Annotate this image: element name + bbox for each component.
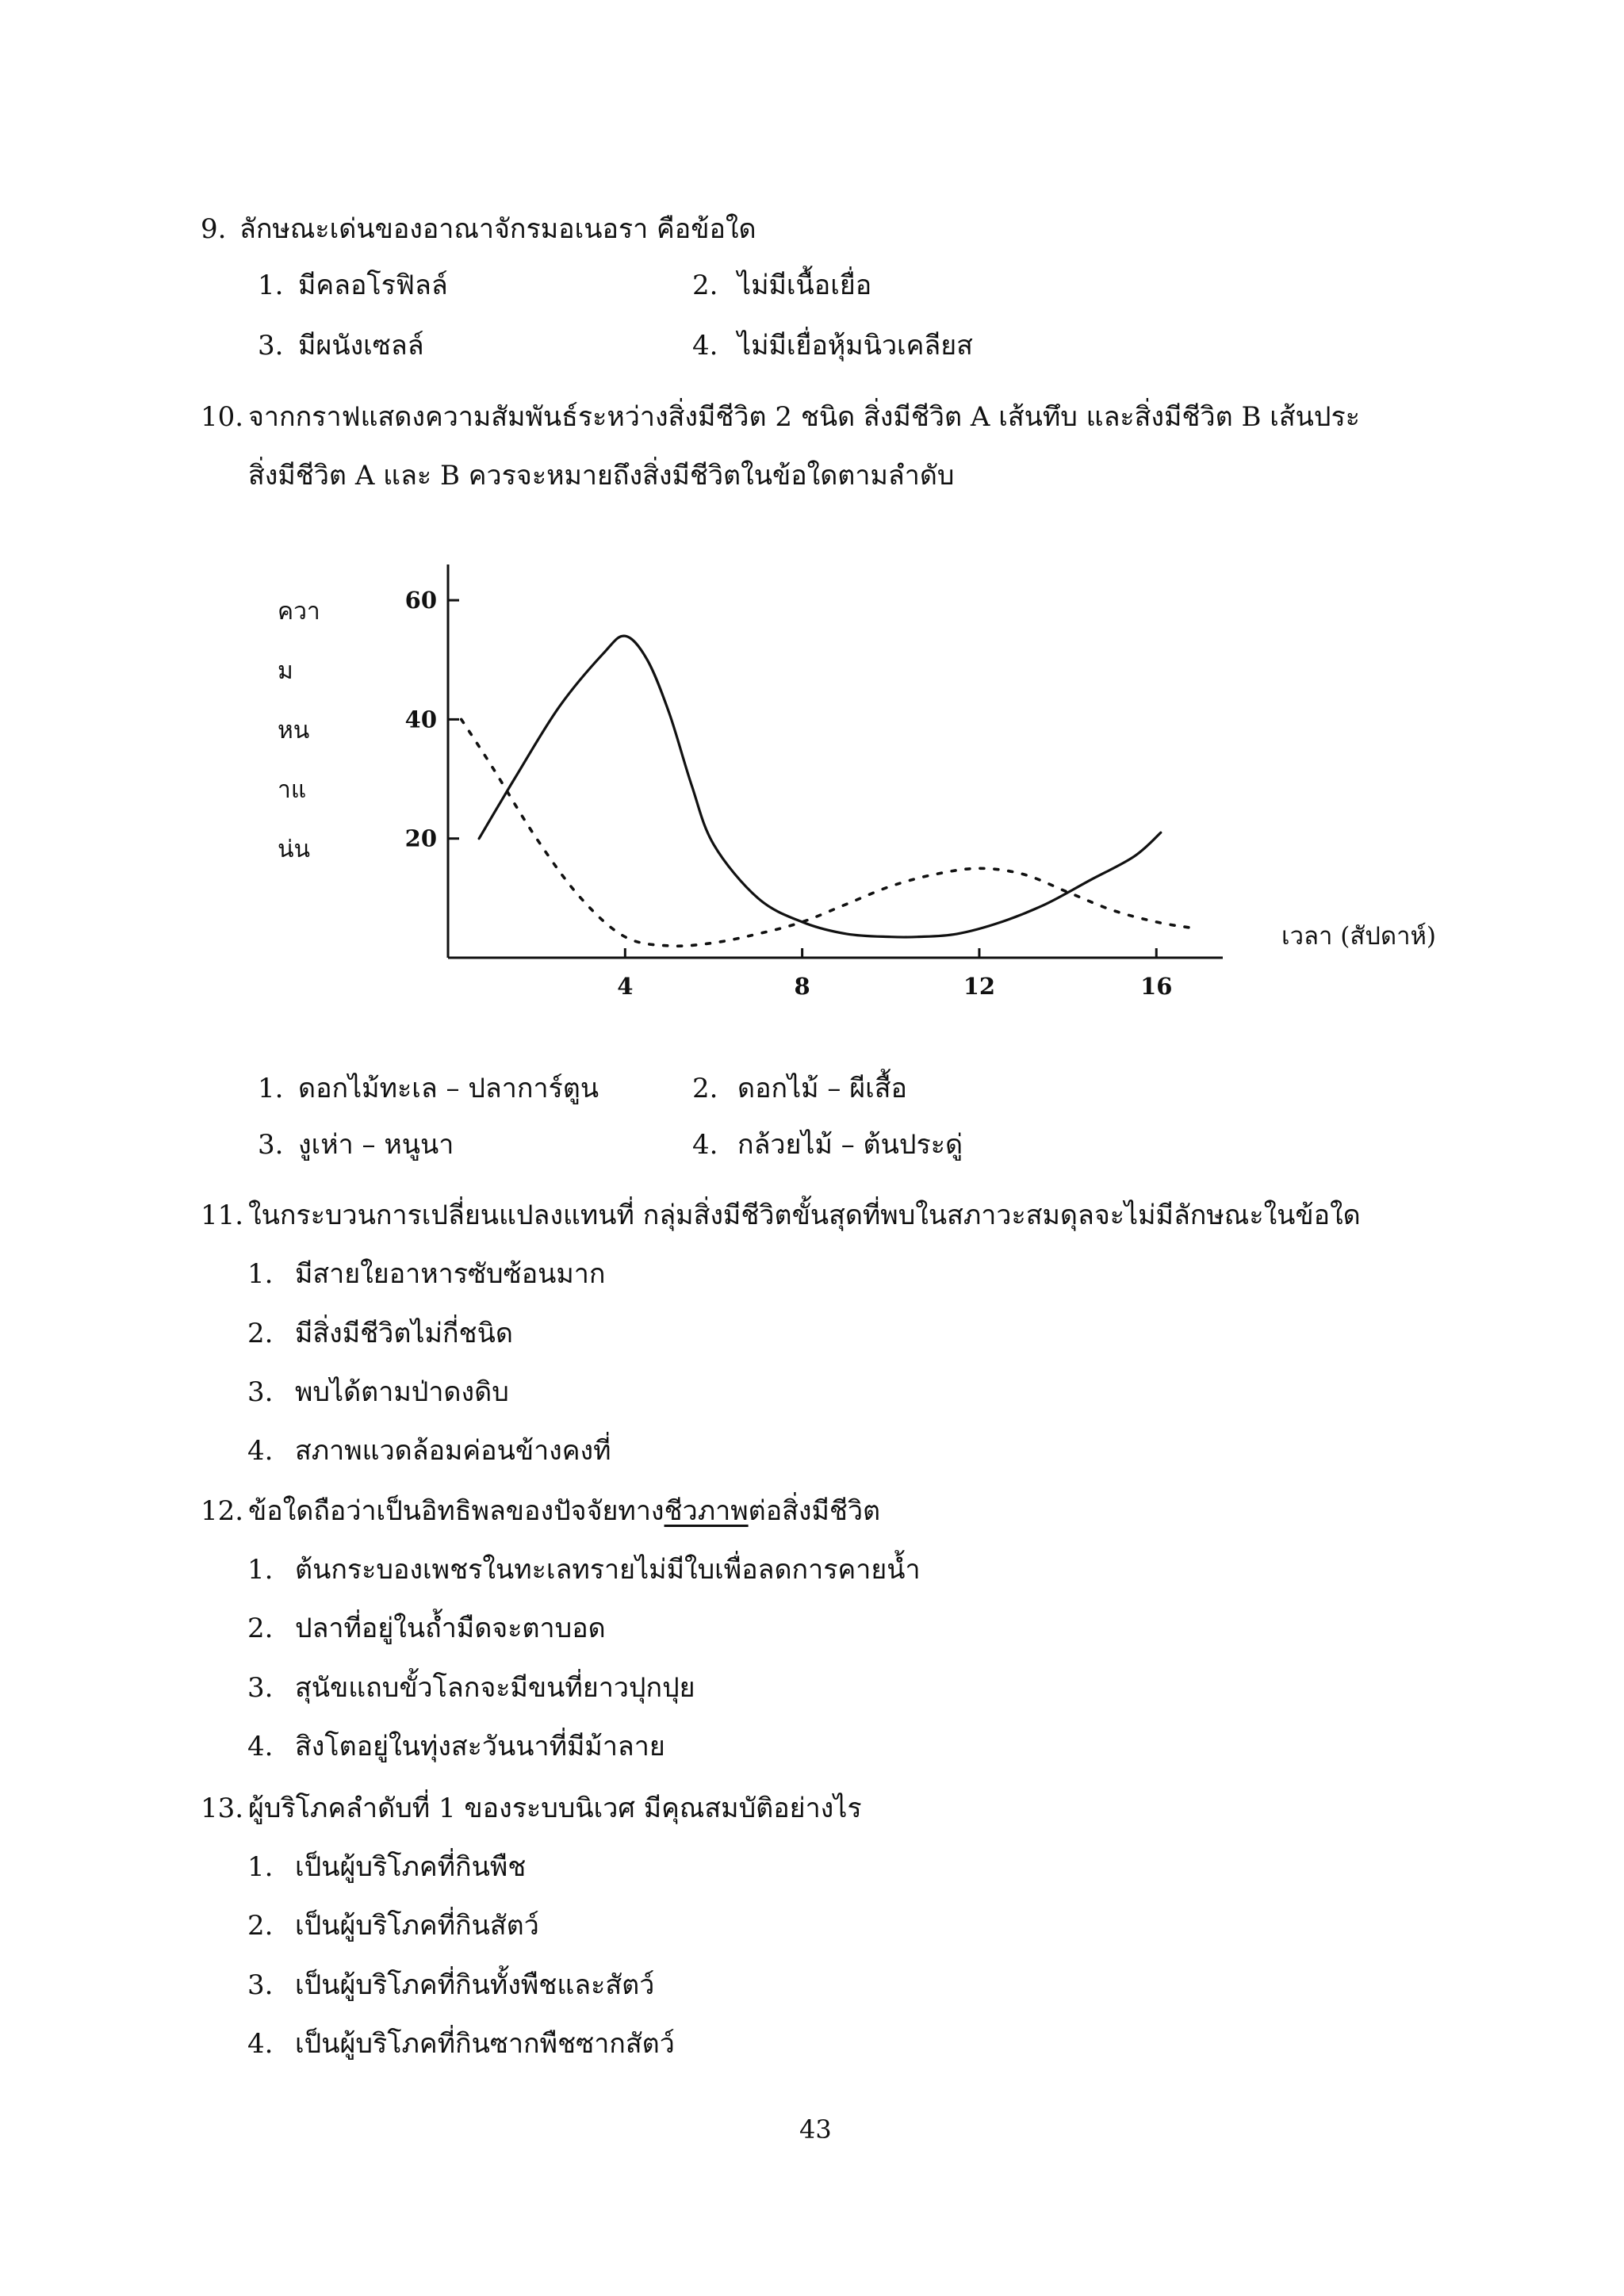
y-tick-label: 60	[404, 587, 437, 614]
question-12-text-after: ต่อสิ่งมีชีวิต	[748, 1495, 881, 1527]
q12-option-3-number: 3.	[247, 1672, 274, 1704]
q12-option-2-number: 2.	[247, 1613, 274, 1644]
q10-option-1-number: 1.	[258, 1073, 284, 1104]
q13-option-4-number: 4.	[247, 2028, 274, 2060]
series-b-dashed-line	[462, 719, 1192, 946]
question-10-text-line1: จากกราฟแสดงความสัมพันธ์ระหว่างสิ่งมีชีวิต 2 ชนิด สิ่งมีชีวิต A เส้นทึบ และสิ่งมีชีวิต B เส้นประ	[248, 401, 1361, 433]
q9-option-3-text: มีผนังเซลล์	[298, 330, 424, 362]
density-time-chart	[0, 0, 1624, 1031]
q9-option-3-number: 3.	[258, 330, 284, 362]
q9-option-2-number: 2.	[692, 270, 718, 301]
x-tick-label: 12	[963, 973, 996, 1000]
q10-option-3-text: งูเห่า – หนูนา	[298, 1129, 454, 1161]
y-tick-label: 20	[404, 825, 437, 852]
q12-option-1-text: ต้นกระบองเพชรในทะเลทรายไม่มีใบเพื่อลดการคายน้ำ	[295, 1554, 921, 1586]
q10-option-3-number: 3.	[258, 1129, 284, 1161]
q9-option-4-text: ไม่มีเยื่อหุ้มนิวเคลียส	[737, 330, 973, 362]
q10-option-2-text: ดอกไม้ – ผีเสื้อ	[737, 1073, 907, 1104]
question-13-text: ผู้บริโภคลำดับที่ 1 ของระบบนิเวศ มีคุณสมบัติอย่างไร	[248, 1793, 862, 1824]
q12-option-4-text: สิงโตอยู่ในทุ่งสะวันนาที่มีม้าลาย	[295, 1731, 665, 1762]
x-tick-label: 16	[1140, 973, 1173, 1000]
question-12-number: 12.	[201, 1495, 244, 1527]
y-axis-label-fragment: ควา	[278, 598, 320, 626]
question-9-text: ลักษณะเด่นของอาณาจักรมอเนอรา คือข้อใด	[239, 213, 756, 245]
q9-option-2-text: ไม่มีเนื้อเยื่อ	[737, 270, 872, 301]
q10-option-1-text: ดอกไม้ทะเล – ปลาการ์ตูน	[298, 1073, 599, 1104]
series-a-solid-line	[479, 636, 1161, 937]
q10-option-2-number: 2.	[692, 1073, 718, 1104]
q12-option-3-text: สุนัขแถบขั้วโลกจะมีขนที่ยาวปุกปุย	[295, 1672, 695, 1704]
q11-option-1-text: มีสายใยอาหารซับซ้อนมาก	[295, 1258, 606, 1290]
q13-option-2-text: เป็นผู้บริโภคที่กินสัตว์	[295, 1910, 539, 1942]
q9-option-1-text: มีคลอโรฟิลล์	[298, 270, 448, 301]
question-11-text: ในกระบวนการเปลี่ยนแปลงแทนที่ กลุ่มสิ่งมีชีวิตขั้นสุดที่พบในสภาวะสมดุลจะไม่มีลักษณะในข้อใด	[248, 1200, 1361, 1231]
question-10-number: 10.	[201, 401, 244, 433]
x-tick-label: 4	[617, 973, 634, 1000]
q11-option-3-text: พบได้ตามป่าดงดิบ	[295, 1376, 509, 1408]
q11-option-2-number: 2.	[247, 1318, 274, 1349]
x-axis-label: เวลา (สัปดาห์)	[1281, 922, 1437, 951]
q11-option-4-text: สภาพแวดล้อมค่อนข้างคงที่	[295, 1435, 611, 1467]
q13-option-1-number: 1.	[247, 1851, 274, 1883]
page-number: 43	[799, 2114, 832, 2145]
question-13-number: 13.	[201, 1793, 244, 1824]
q9-option-1-number: 1.	[258, 270, 284, 301]
q9-option-4-number: 4.	[692, 330, 718, 362]
y-axis-label-fragment: หน	[278, 717, 310, 744]
q10-option-4-number: 4.	[692, 1129, 718, 1161]
q13-option-3-number: 3.	[247, 1969, 274, 2001]
q11-option-3-number: 3.	[247, 1376, 274, 1408]
q11-option-4-number: 4.	[247, 1435, 274, 1467]
q11-option-2-text: มีสิ่งมีชีวิตไม่กี่ชนิด	[295, 1318, 513, 1349]
q11-option-1-number: 1.	[247, 1258, 274, 1290]
q13-option-2-number: 2.	[247, 1910, 274, 1942]
question-12-text-before: ข้อใดถือว่าเป็นอิทธิพลของปัจจัยทาง	[248, 1495, 665, 1527]
q12-option-1-number: 1.	[247, 1554, 274, 1586]
question-9-number: 9.	[201, 213, 227, 245]
q13-option-3-text: เป็นผู้บริโภคที่กินทั้งพืชและสัตว์	[295, 1969, 655, 2001]
x-tick-label: 8	[794, 973, 810, 1000]
y-axis-label-fragment: ม	[278, 657, 293, 685]
question-12-underlined-word: ชีวภาพ	[664, 1495, 749, 1527]
q12-option-2-text: ปลาที่อยู่ในถ้ำมืดจะตาบอด	[295, 1613, 606, 1644]
y-tick-label: 40	[404, 706, 437, 733]
question-11-number: 11.	[201, 1200, 244, 1231]
y-axis-label-fragment: น่น	[278, 836, 311, 863]
q13-option-1-text: เป็นผู้บริโภคที่กินพืช	[295, 1851, 527, 1883]
question-12-text	[248, 1495, 881, 1527]
q12-option-4-number: 4.	[247, 1731, 274, 1762]
q10-option-4-text: กล้วยไม้ – ต้นประดู่	[737, 1129, 963, 1161]
q13-option-4-text: เป็นผู้บริโภคที่กินซากพืชซากสัตว์	[295, 2028, 675, 2060]
y-axis-label-fragment: าแ	[278, 776, 307, 804]
question-10-text-line2: สิ่งมีชีวิต A และ B ควรจะหมายถึงสิ่งมีชีวิตในข้อใดตามลำดับ	[248, 460, 955, 492]
